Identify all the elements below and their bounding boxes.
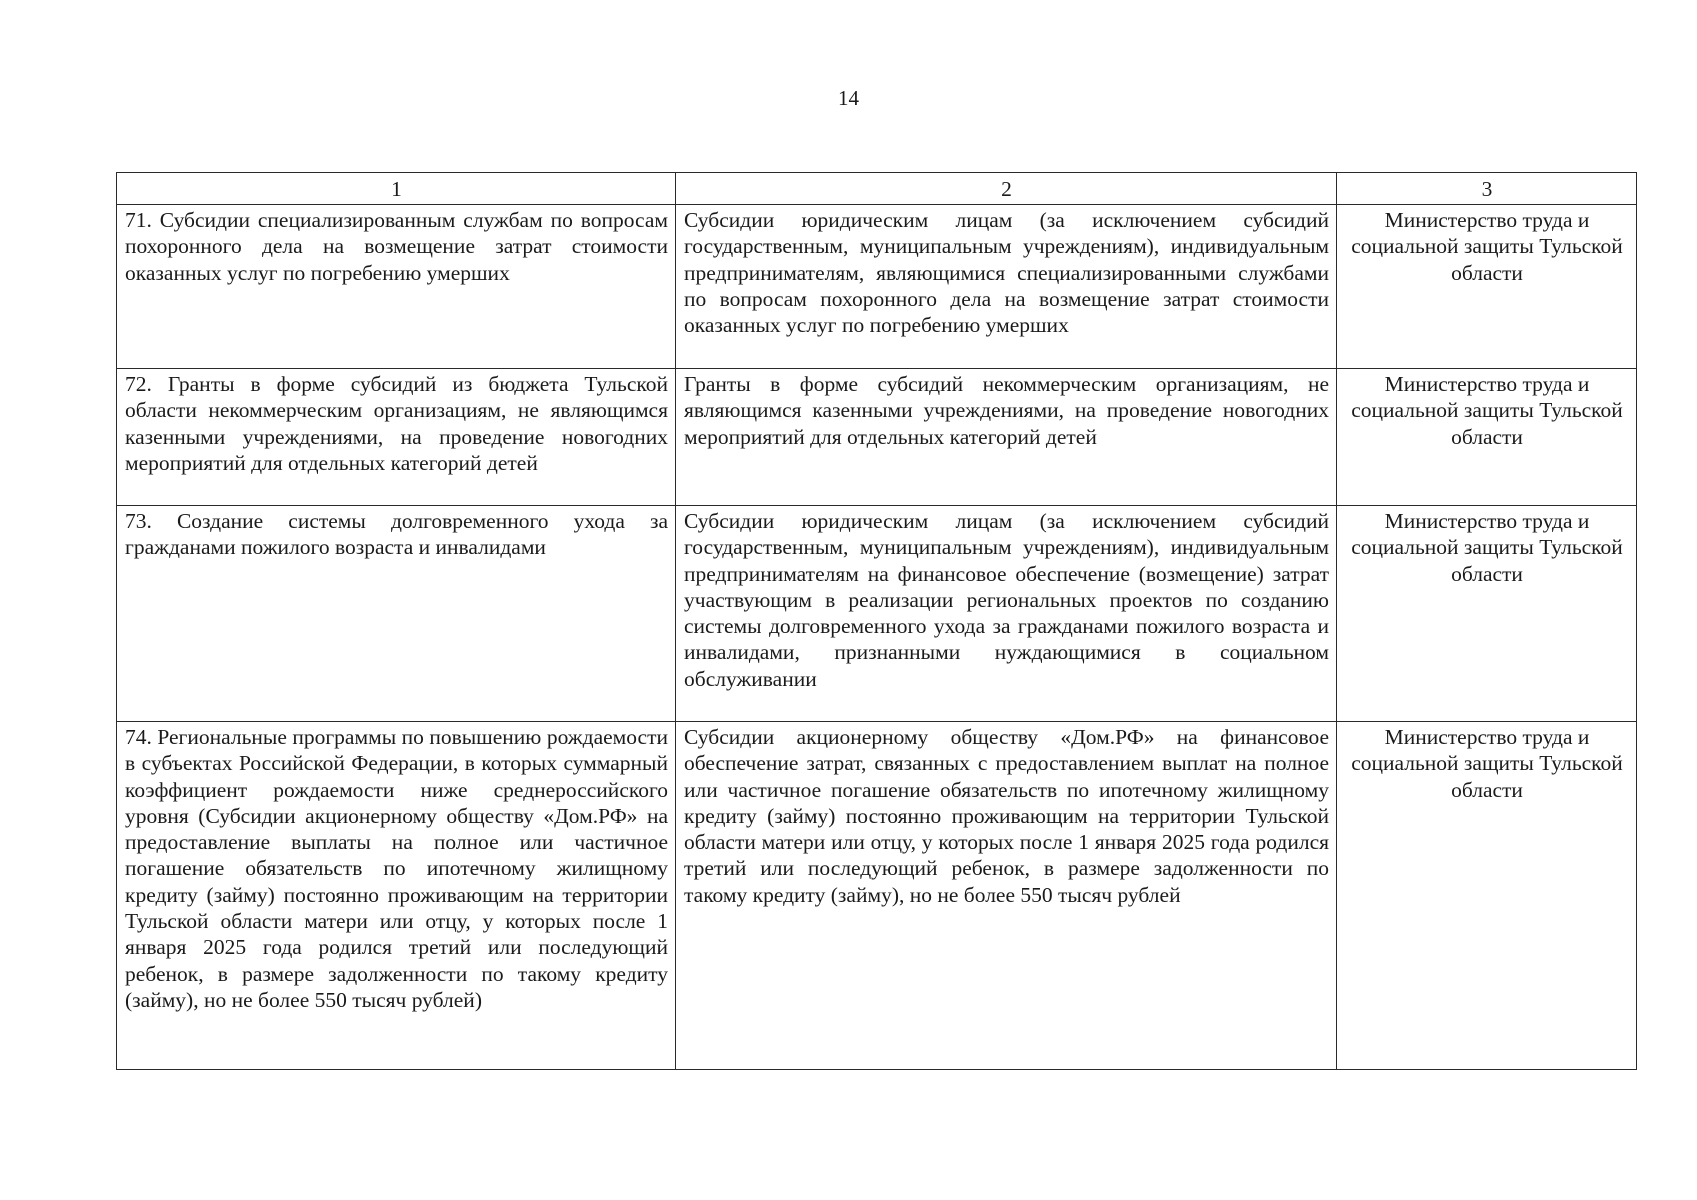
row-73-ministry: Министерство труда и социальной защиты Тульской области: [1337, 506, 1637, 722]
row-71-ministry: Министерство труда и социальной защиты Тульской области: [1337, 205, 1637, 369]
row-73-name: 73. Создание системы долговременного ухода за гражданами пожилого возраста и инвалидами: [117, 506, 676, 722]
row-74-name: 74. Региональные программы по повышению рождаемости в субъектах Российской Федерации, в которых суммарный коэффициент рождаемости ниже среднероссийского уровня (Субсидии акционерному обществу «Дом.РФ» на предоставление выплаты на полное или частичное погашение обязательств по ипотечному жилищному кредиту (займу) постоянно проживающим на территории Тульской области матери или отцу, у которых после 1 января 2025 года родился третий или последующий ребенок, в размере задолженности по такому кредиту (займу), но не более 550 тысяч рублей): [117, 722, 676, 1070]
column-header-3: 3: [1337, 173, 1637, 205]
row-71-description: Субсидии юридическим лицам (за исключением субсидий государственным, муниципальным учреждениям), индивидуальным предпринимателям, являющимися специализированными службами по вопросам похоронного дела на возмещение затрат стоимости оказанных услуг по погребению умерших: [676, 205, 1337, 369]
subsidies-table: [116, 172, 1637, 1070]
row-71-name: 71. Субсидии специализированным службам по вопросам похоронного дела на возмещение затрат стоимости оказанных услуг по погребению умерших: [117, 205, 676, 369]
column-header-2: 2: [676, 173, 1337, 205]
row-74-ministry: Министерство труда и социальной защиты Тульской области: [1337, 722, 1637, 1070]
row-72-name: 72. Гранты в форме субсидий из бюджета Тульской области некоммерческим организациям, не являющимся казенными учреждениями, на проведение новогодних мероприятий для отдельных категорий детей: [117, 369, 676, 506]
table-row: [117, 722, 1637, 1070]
page-number: 14: [838, 86, 859, 110]
row-73-description: Субсидии юридическим лицам (за исключением субсидий государственным, муниципальным учреждениям), индивидуальным предпринимателям на финансовое обеспечение (возмещение) затрат участвующим в реализации региональных проектов по созданию системы долговременного ухода за гражданами пожилого возраста и инвалидами, признанными нуждающимися в социальном обслуживании: [676, 506, 1337, 722]
column-header-1: 1: [117, 173, 676, 205]
row-72-ministry: Министерство труда и социальной защиты Тульской области: [1337, 369, 1637, 506]
row-72-description: Гранты в форме субсидий некоммерческим организациям, не являющимся казенными учреждениями, на проведение новогодних мероприятий для отдельных категорий детей: [676, 369, 1337, 506]
table-header-row: [117, 173, 1637, 205]
row-74-description: Субсидии акционерному обществу «Дом.РФ» на финансовое обеспечение затрат, связанных с предоставлением выплат на полное или частичное погашение обязательств по ипотечному жилищному кредиту (займу) постоянно проживающим на территории Тульской области матери или отцу, у которых после 1 января 2025 года родился третий или последующий ребенок, в размере задолженности по такому кредиту (займу), но не более 550 тысяч рублей: [676, 722, 1337, 1070]
table-row: [117, 205, 1637, 369]
table-row: [117, 369, 1637, 506]
table-row: [117, 506, 1637, 722]
